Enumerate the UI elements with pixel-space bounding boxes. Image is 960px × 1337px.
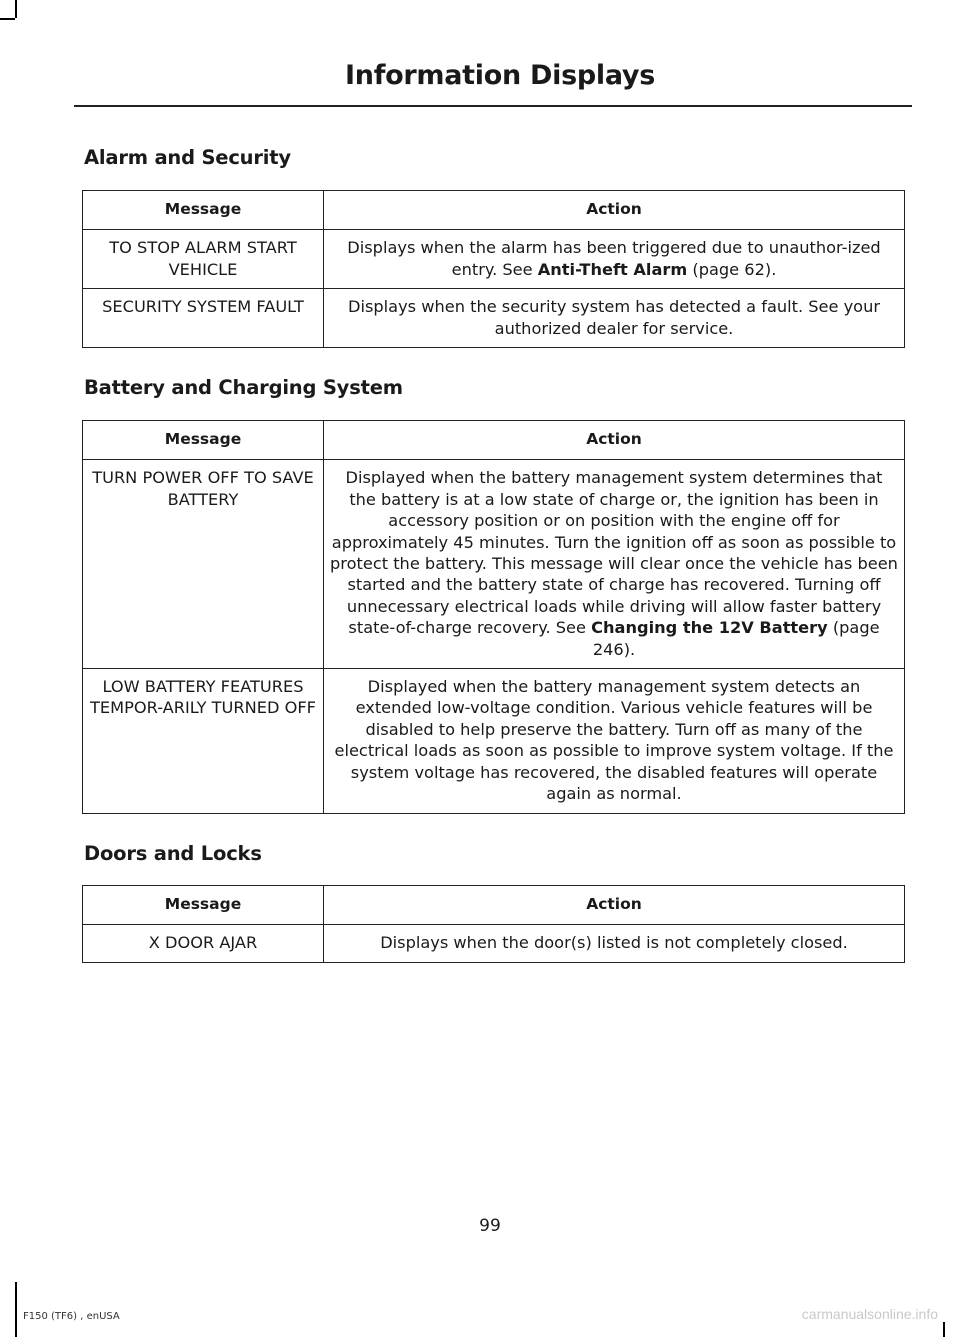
battery-charging-table [82,420,905,814]
page-title: Information Displays [345,60,655,91]
message-cell: LOW BATTERY FEATURES TEMPOR-ARILY TURNED OFF [83,669,324,813]
table-row [83,230,905,289]
message-cell: X DOOR AJAR [83,925,324,962]
document-id: F150 (TF6) , enUSA [23,1311,120,1322]
action-text: Displayed when the battery management system detects an extended low-voltage condition. Various vehicle features will be disabled to help preserve the battery. Turn off as many of the electrical loads as soon as possible to improve system voltage. If the system voltage has recovered, the disabled features will operate again as normal. [334,677,894,804]
column-header-action: Action [324,191,905,230]
table-header-row [83,886,905,925]
column-header-message: Message [83,421,324,460]
table-row [83,925,905,962]
crop-mark-bottom-left-v [15,1282,17,1337]
action-text: Displays when the alarm has been triggered due to unauthor-ized entry. See [347,238,881,279]
crop-mark-top-left-v [15,0,17,18]
action-cell [324,289,905,348]
section-title-doors-locks: Doors and Locks [84,842,262,865]
doors-locks-table [82,885,905,963]
column-header-message: Message [83,886,324,925]
cross-reference-link[interactable]: Anti-Theft Alarm [537,259,688,279]
table-header-row [83,421,905,460]
action-cell [324,925,905,962]
action-cell [324,460,905,669]
section-title-battery-charging: Battery and Charging System [84,376,403,399]
section-title-alarm-security: Alarm and Security [84,146,291,169]
message-cell: SECURITY SYSTEM FAULT [83,289,324,348]
table-row [83,460,905,669]
column-header-action: Action [324,886,905,925]
table-header-row [83,191,905,230]
crop-mark-top-left-h [0,18,15,20]
table-row [83,289,905,348]
action-text: Displayed when the battery management system determines that the battery is at a low state of charge or, the ignition has been in accessory position or on position with the engine off for approximately 45 minutes. Turn the ignition off as soon as possible to protect the battery. This message will clear once the vehicle has been started and the battery state of charge has recovered. Turning off unnecessary electrical loads while driving will allow faster battery state-of-charge recovery. See [330,468,898,638]
column-header-message: Message [83,191,324,230]
action-text: Displays when the door(s) listed is not completely closed. [380,933,848,953]
watermark: carmanualsonline.info [801,1306,938,1322]
message-cell: TURN POWER OFF TO SAVE BATTERY [83,460,324,669]
page-number: 99 [479,1216,501,1236]
page-reference: (page 62). [687,259,777,279]
action-cell [324,230,905,289]
crop-mark-bottom-right-v [943,1322,945,1337]
cross-reference-link[interactable]: Changing the 12V Battery [591,618,828,638]
action-cell [324,669,905,813]
action-text: Displays when the security system has detected a fault. See your authorized dealer for service. [347,297,880,338]
alarm-security-table [82,190,905,348]
column-header-action: Action [324,421,905,460]
header-rule [74,105,912,107]
table-row [83,669,905,813]
page-reference: (page 246). [592,618,880,659]
message-cell: TO STOP ALARM START VEHICLE [83,230,324,289]
